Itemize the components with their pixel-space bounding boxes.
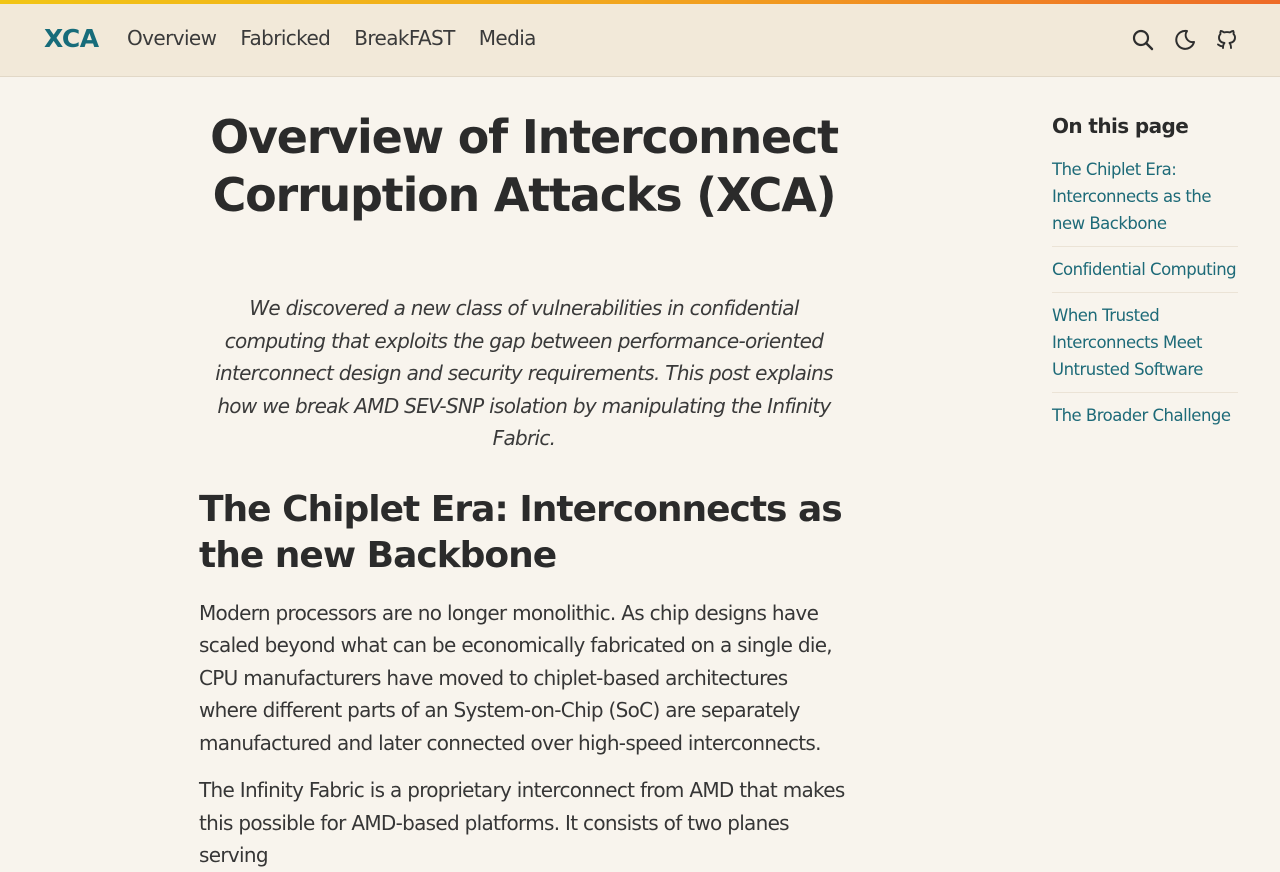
search-icon[interactable] xyxy=(1130,27,1156,53)
table-of-contents xyxy=(1052,114,1238,447)
article xyxy=(199,108,849,872)
github-icon[interactable] xyxy=(1214,27,1240,53)
header-actions xyxy=(1130,27,1240,53)
toc-item-broader-challenge[interactable]: The Broader Challenge xyxy=(1052,406,1231,425)
paragraph: Modern processors are no longer monolithic. As chip designs have scaled beyond what can be economically fabricated on a single die, CPU manufacturers have moved to chiplet-based architectures where different parts of an System-on-Chip (SoC) are separately manufactured and later connected over high-speed interconnects. xyxy=(199,600,832,755)
toc-title: On this page xyxy=(1052,114,1189,138)
nav-fabricked[interactable]: Fabricked xyxy=(240,26,331,50)
dark-mode-icon[interactable] xyxy=(1172,27,1198,53)
nav-media[interactable]: Media xyxy=(478,26,536,50)
site-header xyxy=(0,4,1280,77)
site-logo[interactable]: XCA xyxy=(44,24,99,53)
main-nav xyxy=(127,26,536,50)
nav-breakfast[interactable]: BreakFAST xyxy=(354,26,455,50)
toc-item-confidential-computing[interactable]: Confidential Computing xyxy=(1052,256,1238,293)
paragraph: The Infinity Fabric is a proprietary interconnect from AMD that makes this possible for AMD-based platforms. It consists of two planes serving xyxy=(199,778,845,867)
toc-item-chiplet-era[interactable]: The Chiplet Era: Interconnects as the new Backbone xyxy=(1052,156,1238,247)
article-lead: We discovered a new class of vulnerabilities in confidential computing that exploits the gap between performance-oriented interconnect design and security requirements. This post explains how we break AMD SEV-SNP isolation by manipulating the Infinity Fabric. xyxy=(215,296,833,450)
nav-overview[interactable]: Overview xyxy=(127,26,217,50)
toc-item-trusted-interconnects[interactable]: When Trusted Interconnects Meet Untrusted Software xyxy=(1052,302,1238,393)
page-title: Overview of Interconnect Corruption Attacks (XCA) xyxy=(210,110,838,222)
section-heading: The Chiplet Era: Interconnects as the new Backbone xyxy=(199,488,842,576)
